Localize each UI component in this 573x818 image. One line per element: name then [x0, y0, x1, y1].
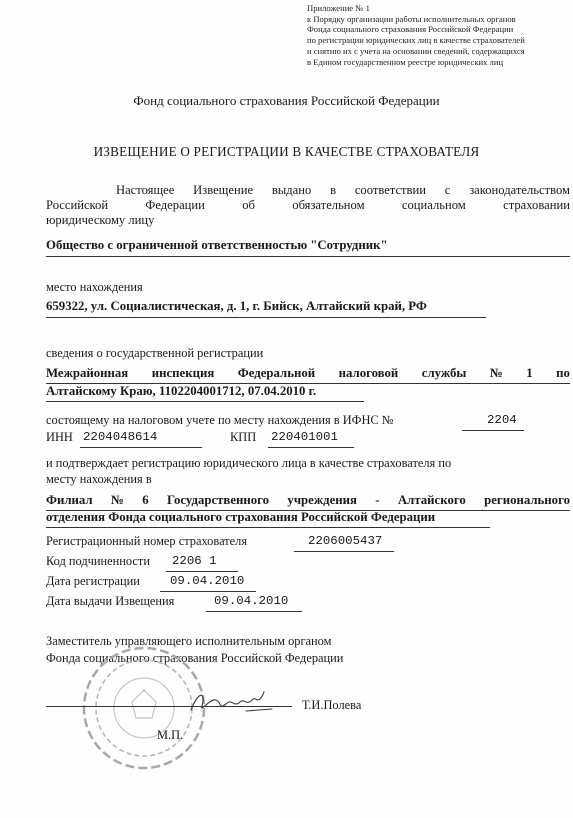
kpp-value: 220401001: [271, 430, 338, 444]
word: законодательством: [469, 183, 570, 197]
word: №: [110, 493, 124, 507]
appendix-line: в Едином государственном реестре юридических лиц: [307, 56, 504, 67]
ifns-underline: [462, 430, 524, 431]
confirm-line-2: месту нахождения в: [46, 472, 152, 486]
word: налоговой: [338, 366, 399, 380]
branch-line-1: [46, 493, 570, 508]
intro-paragraph: [46, 183, 570, 228]
confirm-line-1: и подтверждает регистрацию юридического лица в качестве страхователя по: [46, 456, 452, 470]
state-registration-underline-2: [46, 401, 364, 402]
appendix-line: и снятию их с учета на основании сведений, содержащихся: [307, 45, 525, 56]
word: Федерации: [145, 198, 205, 212]
word: учреждения: [287, 493, 357, 507]
appendix-line: Фонда социального страхования Российской Федерации: [307, 24, 514, 35]
inn-underline: [80, 447, 202, 448]
company-name: Общество с ограниченной ответственностью "Сотрудник": [46, 238, 388, 252]
reg-date-label: Дата регистрации: [46, 574, 140, 588]
word: №: [489, 366, 503, 380]
appendix-line: Приложение № 1: [307, 3, 370, 13]
reg-number-underline: [294, 551, 394, 552]
tax-label: состоящему на налоговом учете по месту нахождения в ИФНС №: [46, 413, 394, 427]
word: 6: [142, 493, 149, 507]
word: службы: [421, 366, 467, 380]
issue-date-value: 09.04.2010: [214, 594, 289, 608]
issue-date-underline: [206, 611, 302, 612]
word: Федеральной: [237, 366, 316, 380]
issue-date-label: Дата выдачи Извещения: [46, 594, 175, 608]
document-title: ИЗВЕЩЕНИЕ О РЕГИСТРАЦИИ В КАЧЕСТВЕ СТРАХОВАТЕЛЯ: [93, 144, 480, 159]
word: обязательном: [292, 198, 365, 212]
signature-line: [46, 706, 292, 707]
signatory-name: Т.И.Полева: [302, 698, 362, 712]
reg-date-underline: [160, 591, 256, 592]
seal-place-label: М.П.: [157, 728, 184, 742]
word: Филиал: [46, 493, 93, 507]
word: регионального: [484, 493, 570, 507]
word: Настоящее: [116, 183, 175, 197]
word: выдано: [271, 183, 312, 197]
subordination-label: Код подчиненности: [46, 554, 150, 568]
state-registration-label: сведения о государственной регистрации: [46, 346, 264, 360]
appendix-note: [307, 3, 569, 67]
kpp-label: КПП: [230, 430, 257, 444]
location-value: 659322, ул. Социалистическая, д. 1, г. Бийск, Алтайский край, РФ: [46, 299, 427, 313]
appendix-line: к Порядку организации работы исполнительных органов: [307, 13, 516, 24]
branch-underline-2: [46, 527, 490, 528]
inn-label: ИНН: [46, 430, 73, 444]
word: Российской: [46, 198, 109, 212]
word: Межрайонная: [46, 366, 129, 380]
ifns-value: 2204: [487, 413, 517, 427]
appendix-line: по регистрации юридических лиц в качестве страхователей: [307, 35, 525, 46]
intro-line-1: [46, 183, 570, 198]
word: страховании: [503, 198, 570, 212]
kpp-underline: [268, 447, 354, 448]
inn-value: 2204048614: [83, 430, 158, 444]
state-registration-line-2: Алтайскому Краю, 1102204001712, 07.04.2010 г.: [46, 384, 317, 398]
word: по: [556, 366, 570, 380]
intro-line-2: [46, 198, 570, 213]
signatory-title-line-1: Заместитель управляющего исполнительным органом: [46, 634, 332, 648]
handwritten-signature: [188, 686, 274, 716]
location-underline: [46, 317, 486, 318]
company-underline: [46, 256, 570, 257]
location-label: место нахождения: [46, 280, 143, 294]
signatory-title-line-2: Фонда социального страхования Российской Федерации: [46, 651, 344, 665]
reg-number-label: Регистрационный номер страхователя: [46, 534, 248, 548]
organization-header: Фонд социального страхования Российской Федерации: [133, 93, 440, 108]
state-registration-line-1: [46, 366, 570, 381]
branch-line-2: отделения Фонда социального страхования Российской Федерации: [46, 510, 436, 524]
reg-number-value: 2206005437: [308, 534, 383, 548]
word: -: [375, 493, 380, 507]
word: социальном: [401, 198, 466, 212]
word: в: [330, 183, 337, 197]
subordination-underline: [166, 571, 238, 572]
word: с: [444, 183, 451, 197]
word: инспекция: [151, 366, 215, 380]
word: Алтайского: [397, 493, 466, 507]
word: Извещение: [193, 183, 254, 197]
word: соответствии: [354, 183, 426, 197]
word: Государственного: [166, 493, 270, 507]
word: 1: [526, 366, 533, 380]
subordination-value: 2206 1: [172, 554, 217, 568]
intro-line-3: юридическому лицу: [46, 213, 155, 227]
word: об: [242, 198, 255, 212]
reg-date-value: 09.04.2010: [170, 574, 245, 588]
